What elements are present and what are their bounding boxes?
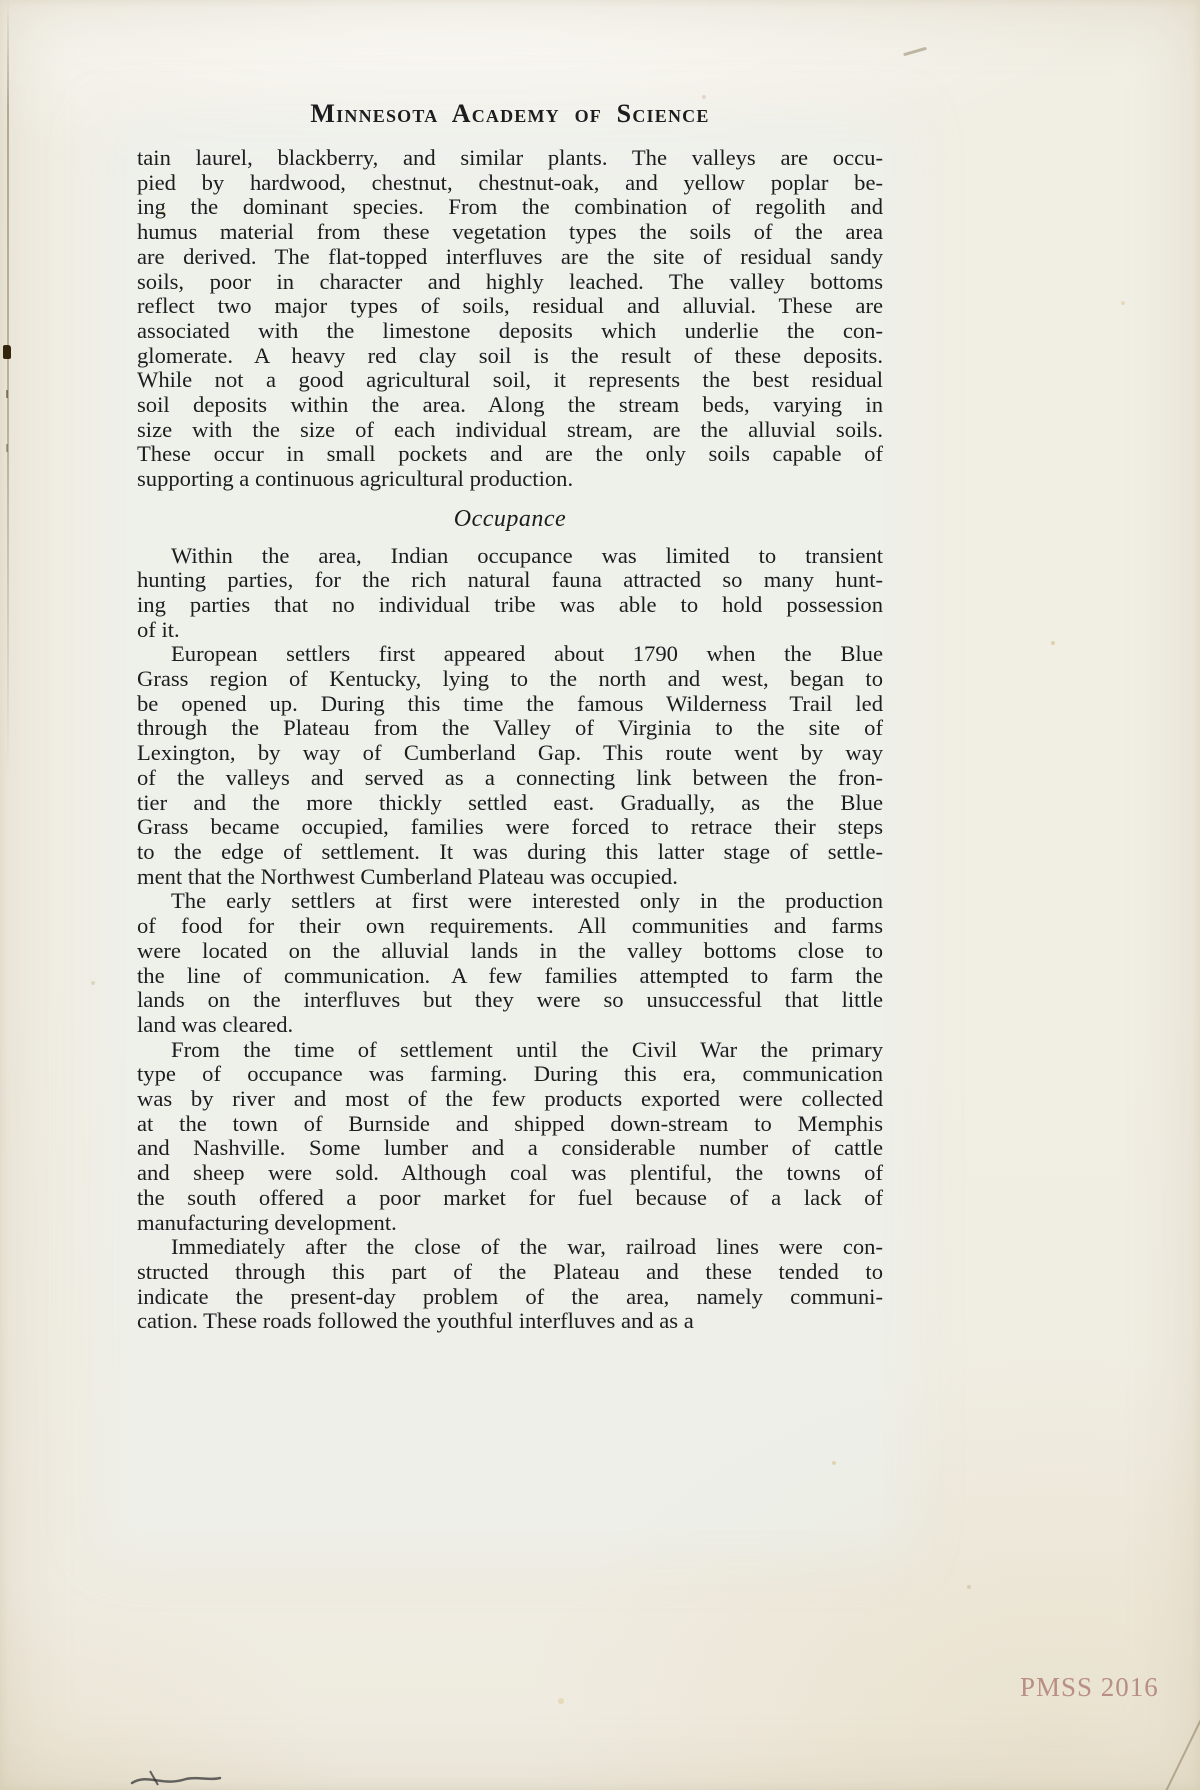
left-edge-ink-mark [3,345,11,359]
paragraph [137,1038,883,1236]
left-fold-crease [7,0,9,780]
text-line: through the Plateau from the Valley of Virginia to the site of [137,715,883,741]
text-line: Grass became occupied, families were forced to retrace their steps [137,814,883,840]
bottom-left-stray-mark [128,1763,258,1790]
text-line: ing parties that no individual tribe was able to hold possession [137,591,883,617]
text-line: lands on the interfluves but they were so unsuccessful that little [137,987,883,1013]
text-line: soil deposits within the area. Along the stream beds, varying in [137,392,883,418]
text-line: glomerate. A heavy red clay soil is the result of these deposits. [137,342,883,368]
text-line: cation. These roads followed the youthful interfluves and as a [137,1308,694,1334]
text-line: ment that the Northwest Cumberland Plateau was occupied. [137,863,678,889]
text-line: reflect two major types of soils, residual and alluvial. These are [137,293,883,319]
text-line: indicate the present-day problem of the area, namely communi- [137,1283,883,1309]
paragraph [137,146,883,492]
text-line: Grass region of Kentucky, lying to the north and west, began to [137,666,883,692]
text-line: Lexington, by way of Cumberland Gap. This route went by way [137,740,883,766]
paragraph [137,642,883,889]
text-line: the line of communication. A few families attempted to farm the [137,962,883,988]
text-line: These occur in small pockets and are the only soils capable of [137,441,883,467]
section-heading: Occupance [453,505,567,532]
text-line: type of occupance was farming. During this era, communication [137,1061,883,1087]
text-line: structed through this part of the Plateau and these tended to [137,1258,883,1284]
text-line: the south offered a poor market for fuel because of a lack of [137,1184,883,1210]
text-line: were located on the alluvial lands in the valley bottoms close to [137,937,883,963]
text-line: be opened up. During this time the famous Wilderness Trail led [137,690,883,716]
text-line: While not a good agricultural soil, it represents the best residual [137,367,883,393]
text-line: ing the dominant species. From the combination of regolith and [137,194,883,220]
text-line: associated with the limestone deposits which underlie the con- [137,317,883,343]
text-line: and Nashville. Some lumber and a considerable number of cattle [137,1135,883,1161]
bottom-right-crease [1162,1690,1200,1790]
text-line: land was cleared. [137,1011,294,1037]
text-line: The early settlers at first were interested only in the production [171,888,883,914]
paragraph [137,889,883,1037]
text-line: tain laurel, blackberry, and similar plants. The valleys are occu- [137,145,883,170]
text-line: of it. [137,616,180,642]
top-right-pencil-mark [903,47,927,56]
text-line: and sheep were sold. Although coal was plentiful, the towns of [137,1160,883,1186]
paper-speckles [0,0,2,2]
article-body [137,146,883,1334]
text-line: humus material from these vegetation types the soils of the area [137,219,883,245]
text-line: Immediately after the close of the war, railroad lines were con- [171,1234,883,1260]
watermark: PMSS 2016 [1020,1672,1159,1702]
text-line: European settlers first appeared about 1790 when the Blue [171,641,883,667]
text-line: soils, poor in character and highly leached. The valley bottoms [137,268,883,294]
paragraph [137,1235,883,1334]
text-line: size with the size of each individual stream, are the alluvial soils. [137,416,883,442]
text-line: of the valleys and served as a connecting link between the fron- [137,764,883,790]
text-line: supporting a continuous agricultural production. [137,466,574,492]
text-line: From the time of settlement until the Civil War the primary [171,1036,883,1062]
text-line: manufacturing development. [137,1209,397,1235]
text-line: of food for their own requirements. All communities and farms [137,913,883,939]
text-line: to the edge of settlement. It was during this latter stage of settle- [137,838,883,864]
text-line: at the town of Burnside and shipped down-stream to Memphis [137,1110,883,1136]
text-line: was by river and most of the few products exported were collected [137,1086,883,1112]
text-line: Within the area, Indian occupance was limited to transient [171,542,883,568]
text-line: pied by hardwood, chestnut, chestnut-oak, and yellow poplar be- [137,169,883,195]
running-head: Minnesota Academy of Science [310,99,710,128]
text-line: tier and the more thickly settled east. Gradually, as the Blue [137,789,883,815]
text-line: are derived. The flat-topped interfluves are the site of residual sandy [137,243,883,269]
text-line: hunting parties, for the rich natural fauna attracted so many hunt- [137,567,883,593]
paragraph [137,544,883,643]
